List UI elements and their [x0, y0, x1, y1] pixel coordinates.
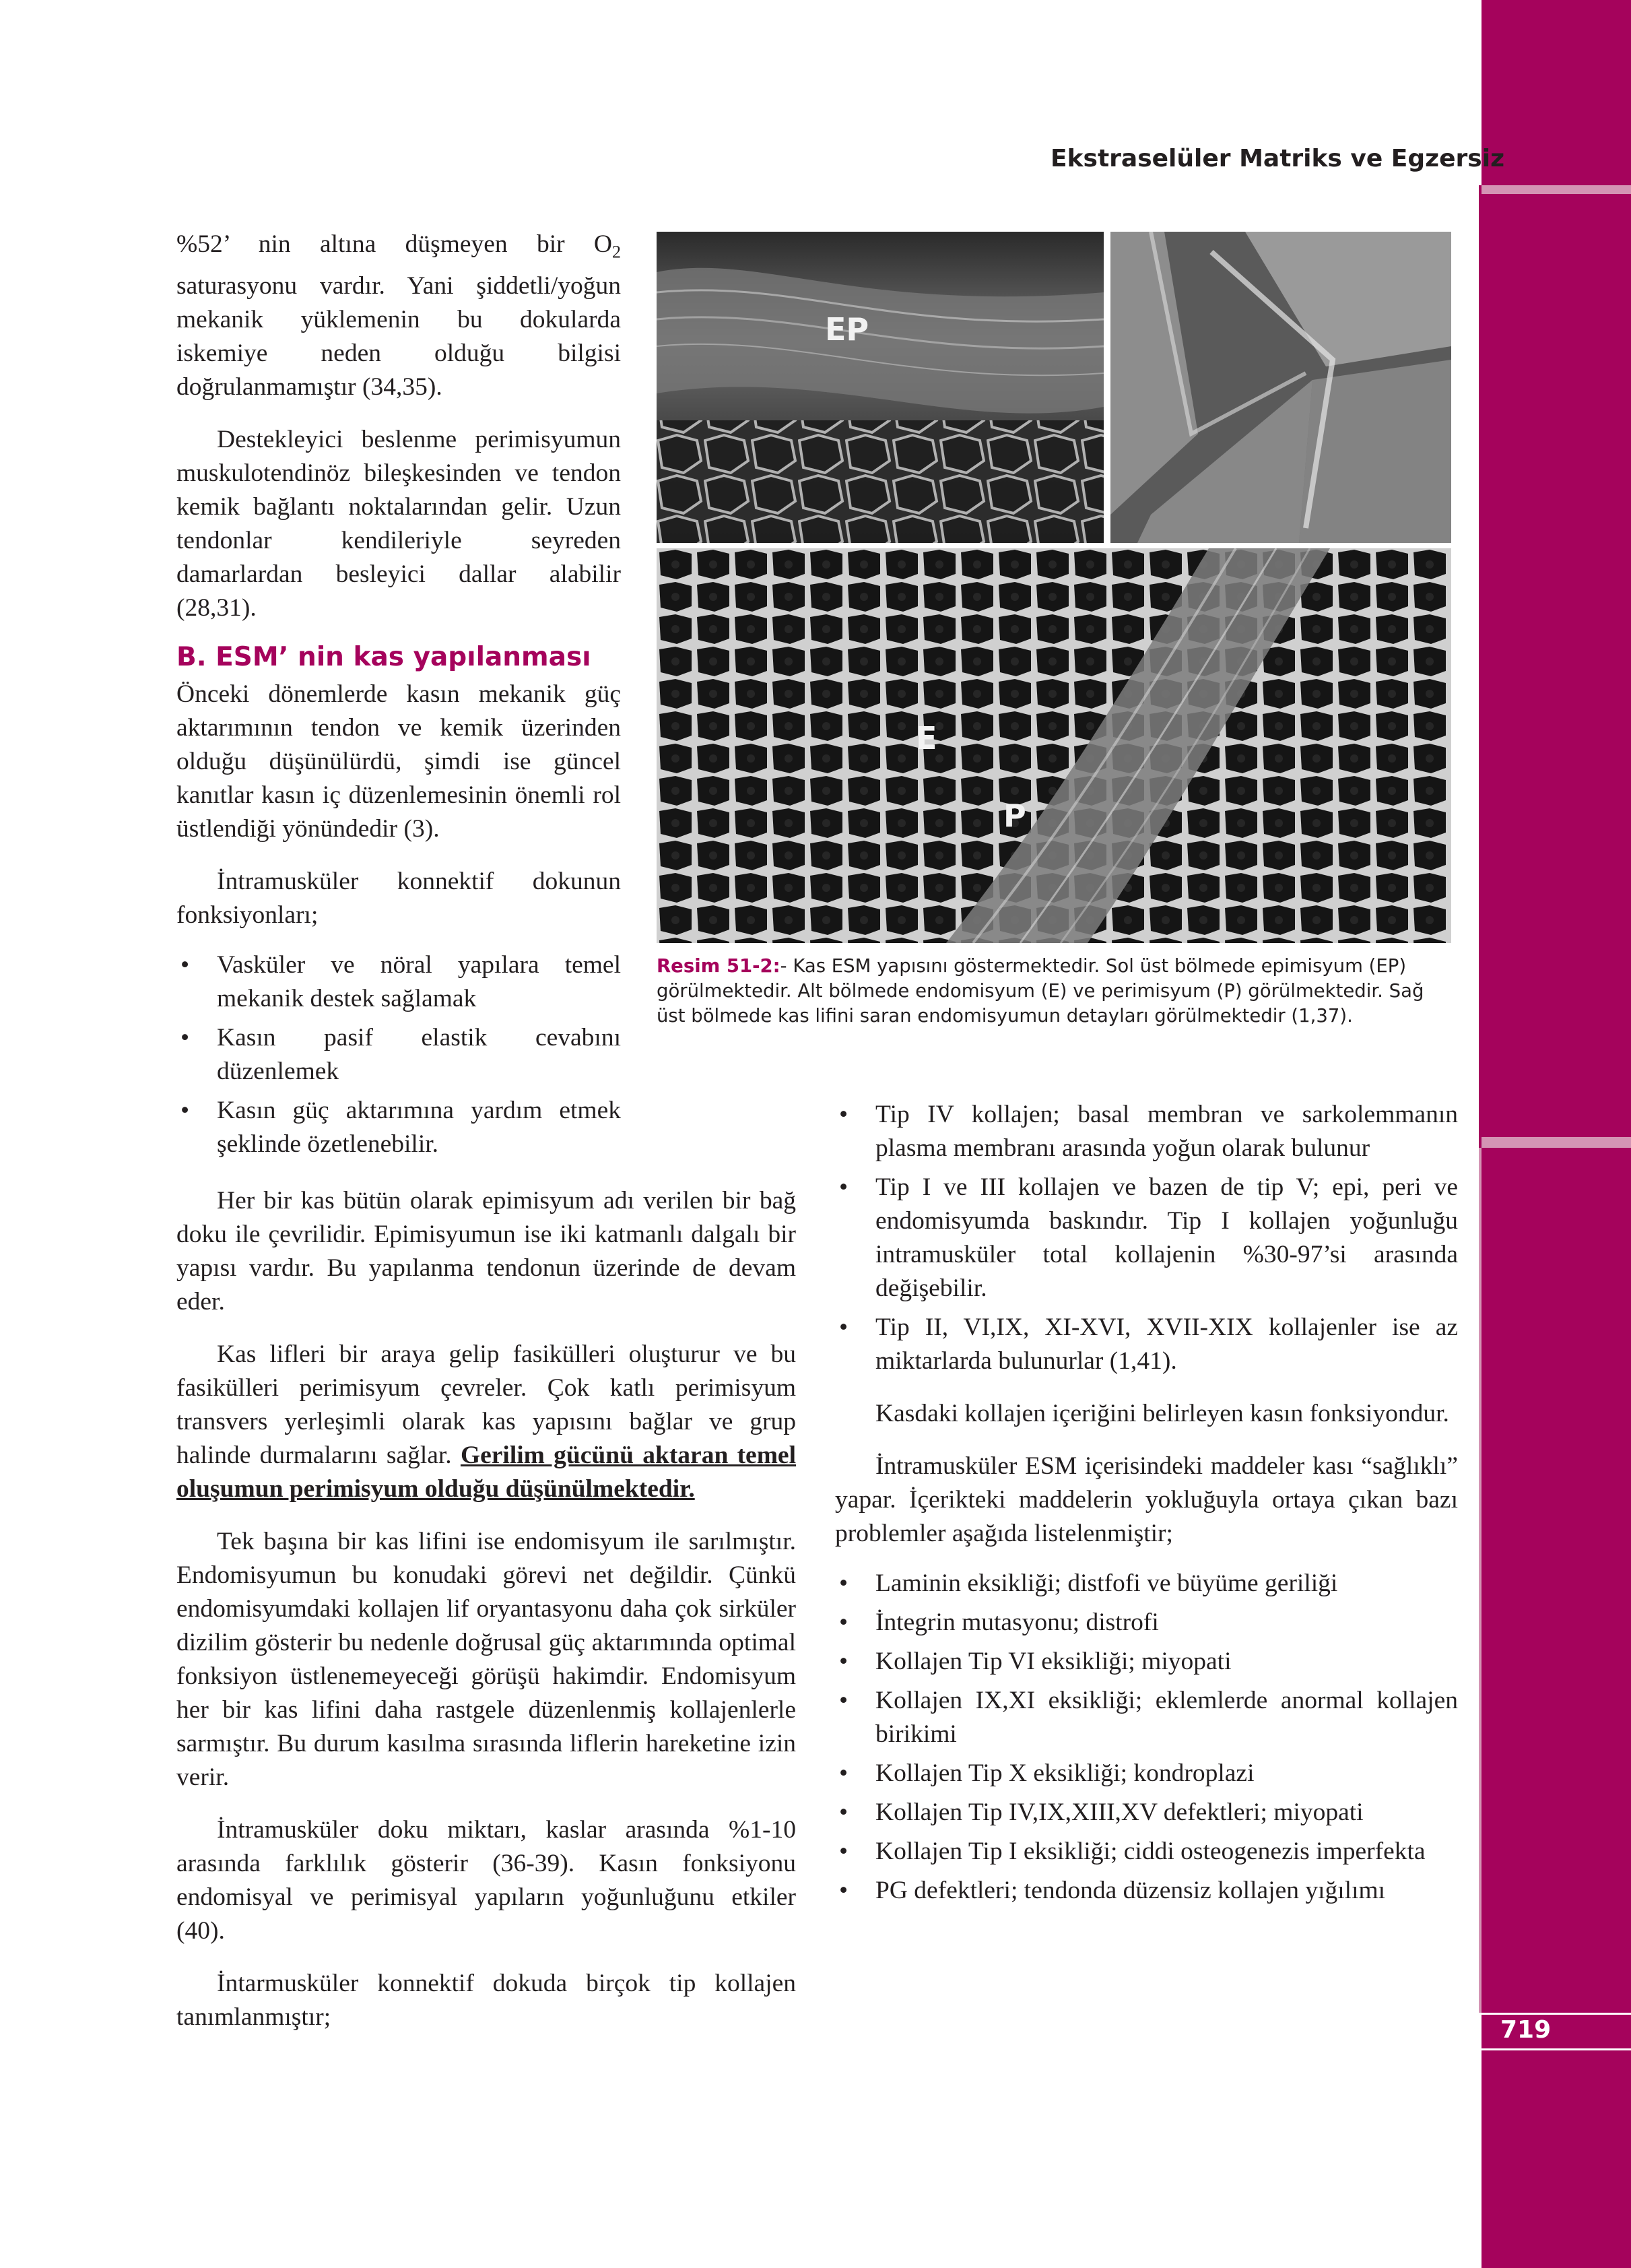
paragraph: İntramusküler ESM içerisindeki maddeler kası “sağlıklı” yapar. İçerikteki maddelerin yokluğuyla ortaya çıkan bazı problemler aşağıda listelenmiştir;: [835, 1452, 1458, 1547]
paragraph: Kasdaki kollajen içeriğini belirleyen kasın fonksiyondur.: [875, 1400, 1449, 1427]
collagen-type-list: [835, 1098, 1458, 1378]
right-column: [835, 1098, 1458, 1908]
left-column: [176, 228, 621, 1161]
panel-label-ep: EP: [825, 311, 869, 348]
list-item: • Kollajen Tip VI eksikliği; miyopati: [835, 1645, 1458, 1679]
paragraph: İntramusküler konnektif dokunun fonksiyonları;: [176, 867, 621, 929]
list-item: • Kollajen Tip X eksikliği; kondroplazi: [835, 1757, 1458, 1790]
list-item: • Kasın güç aktarımına yardım etmek şeklinde özetlenebilir.: [176, 1094, 621, 1161]
paragraph: Her bir kas bütün olarak epimisyum adı verilen bir bağ doku ile çevrilidir. Epimisyumun ise iki katmanlı dalgalı bir yapısı vardır. Bu yapılanma tendonun üzerinde de devam eder.: [176, 1187, 796, 1316]
paragraph: Destekleyici beslenme perimisyumun muskulotendinöz bileşkesinden ve tendon kemik bağlantı noktalarından gelir. Uzun tendonlar kendileriyle seyreden damarlardan besleyici dallar alabilir (28,31).: [176, 425, 621, 622]
list-item: • Kollajen Tip I eksikliği; ciddi osteogenezis imperfekta: [835, 1835, 1458, 1869]
list-item: • PG defektleri; tendonda düzensiz kollajen yığılımı: [835, 1874, 1458, 1908]
epimysium-texture: [657, 232, 1104, 543]
subscript: 2: [612, 242, 621, 262]
figure-caption: [657, 954, 1451, 1029]
muscle-cell-texture: [657, 548, 1451, 943]
list-item: • Tip II, VI,IX, XI-XVI, XVII-XIX kollajenler ise az miktarlarda bulunurlar (1,41).: [835, 1311, 1458, 1378]
page-tab-underline: [1482, 2050, 1631, 2053]
list-item: • Kasın pasif elastik cevabını düzenlemek: [176, 1021, 621, 1089]
paragraph: İntarmusküler konnektif dokuda birçok tip kollajen tanımlanmıştır;: [176, 1970, 796, 2031]
caption-label: Resim 51-2:: [657, 955, 780, 977]
epimysium-micrograph: [657, 232, 1104, 543]
problem-list: [835, 1567, 1458, 1908]
list-item: • Kollajen IX,XI eksikliği; eklemlerde anormal kollajen birikimi: [835, 1684, 1458, 1751]
paragraph: Tek başına bir kas lifini ise endomisyum ile sarılmıştır. Endomisyumun bu konudaki görevi net değildir. Çünkü endomisyumdaki kollajen lif oryantasyonu daha çok sirküler dizilim gösterir bu nedenle doğrusal güç aktarımında optimal fonksiyon üstlenemeyeceği görüşü hakimdir. Endomisyum her bir kas lifini daha rastgele düzenlenmiş kollajenlerle sarmıştır. Bu durum kasılma sırasında liflerin hareketine izin verir.: [176, 1528, 796, 1791]
endomysium-detail-texture: [1110, 232, 1451, 543]
side-band-stripe: [1482, 185, 1631, 194]
panel-label-p: P: [1003, 798, 1026, 834]
paragraph: [176, 228, 621, 404]
list-item: • İntegrin mutasyonu; distrofi: [835, 1606, 1458, 1640]
list-item: • Kollajen Tip IV,IX,XIII,XV defektleri; miyopati: [835, 1796, 1458, 1829]
vertical-rule: [1479, 185, 1482, 1148]
endomysium-perimysium-micrograph: [657, 548, 1451, 943]
panel-label-e: E: [916, 720, 937, 756]
side-color-band: [1482, 0, 1631, 2268]
paragraph: [176, 1338, 796, 1506]
list-item: • Tip IV kollajen; basal membran ve sarkolemmanın plasma membranı arasında yoğun olarak bulunur: [835, 1098, 1458, 1165]
paragraph: Önceki dönemlerde kasın mekanik güç aktarımının tendon ve kemik üzerinden olduğu düşünülürdü, şimdi ise güncel kanıtlar kasın iç düzenlemesinin önemli rol üstlendiği yönündedir (3).: [176, 680, 621, 843]
paragraph: İntramusküler doku miktarı, kaslar arasında %1-10 arasında farklılık gösterir (36-39). Kasın fonksiyonu endomisyal ve perimisyal yapıların yoğunluğunu etkiler (40).: [176, 1816, 796, 1945]
text-run: Kas lifleri bir araya gelip fasikülleri oluşturur ve bu fasikülleri perimisyum çevreler. Çok katlı perimisyum transvers yerleşimli olarak kas yapısını bağlar ve grup halinde durmalarını sağlar.: [176, 1340, 796, 1469]
endomysium-detail-micrograph: [1110, 232, 1451, 543]
caption-text: - Kas ESM yapısını göstermektedir. Sol üst bölmede epimisyum (EP) görülmektedir. Alt bölmede endomisyum (E) ve perimisyum (P) görülmektedir. Sağ üst bölmede kas lifini saran endomisyumun detayları görülmektedir (1,37).: [657, 955, 1424, 1027]
list-item: • Tip I ve III kollajen ve bazen de tip V; epi, peri ve endomisyumda baskındır. Tip I kollajen yoğunluğu intramusküler total kollajenin %30-97’si arasında değişebilir.: [835, 1171, 1458, 1305]
emphasized-text: Gerilim gücünü aktaran temel oluşumun perimisyum olduğu düşünülmektedir.: [176, 1441, 796, 1503]
lower-left-column: [176, 1184, 796, 2034]
text-run: saturasyonu vardır. Yani şiddetli/yoğun mekanik yüklemenin bu dokularda iskemiye neden olduğu bilgisi doğrulanmamıştır (34,35).: [176, 271, 621, 401]
list-item: • Vasküler ve nöral yapılara temel mekanik destek sağlamak: [176, 948, 621, 1016]
page-number: 719: [1500, 2016, 1552, 2044]
sem-figure: [657, 232, 1451, 943]
function-list: [176, 948, 621, 1161]
list-item: • Laminin eksikliği; distfofi ve büyüme geriliği: [835, 1567, 1458, 1600]
side-band-stripe: [1482, 1137, 1631, 1148]
running-header: Ekstraselüler Matriks ve Egzersiz: [1051, 145, 1505, 172]
section-heading: B. ESM’ nin kas yapılanması: [176, 641, 591, 672]
vertical-rule: [1479, 1148, 1482, 2013]
text-run: %52’ nin altına düşmeyen bir O: [176, 230, 612, 258]
